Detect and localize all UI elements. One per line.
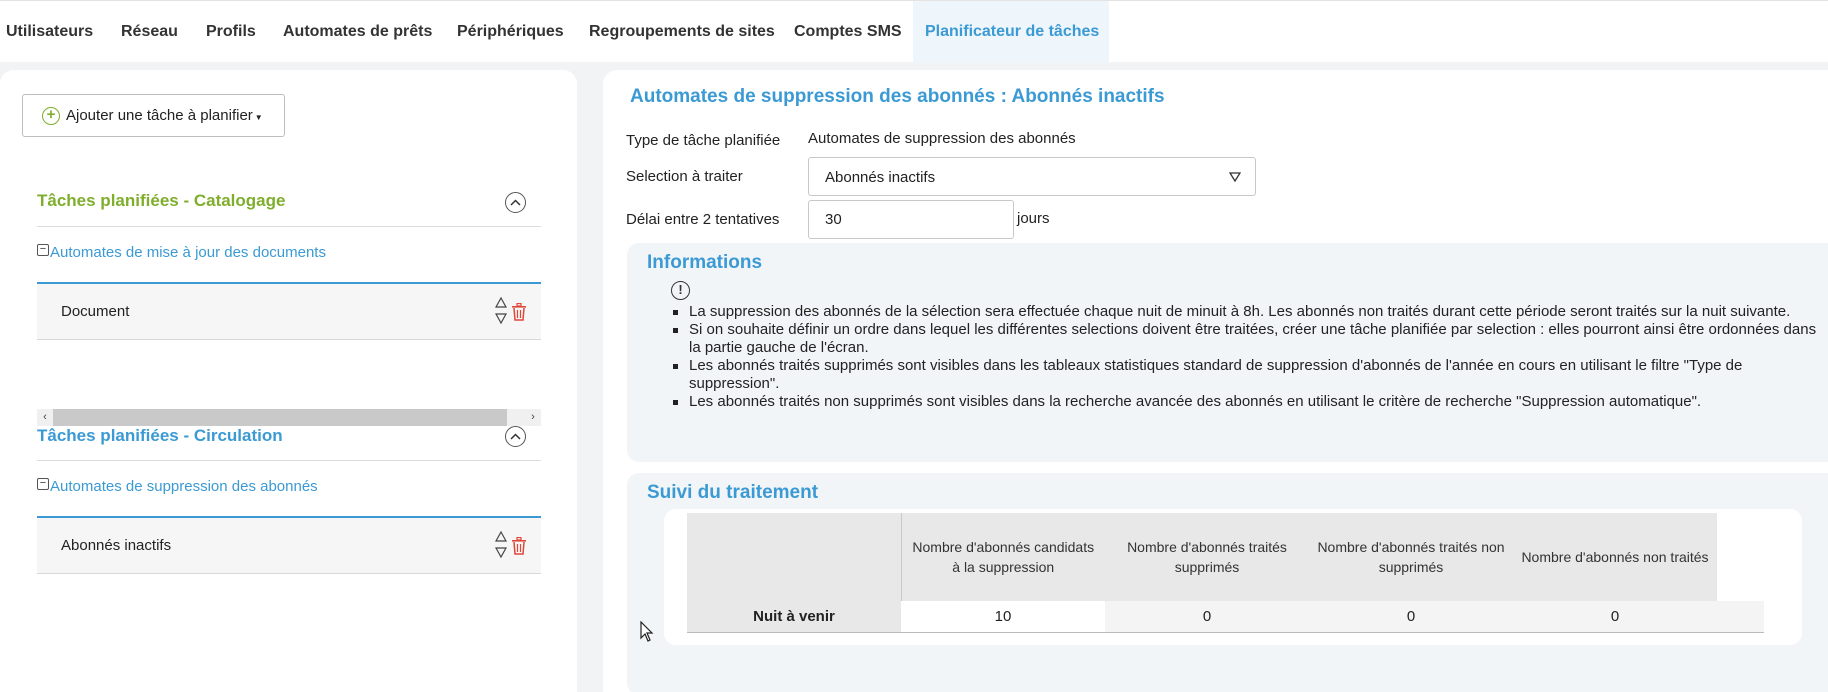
task-item-label: Document <box>61 303 130 320</box>
page-title: Automates de suppression des abonnés : Abonnés inactifs <box>630 86 1165 107</box>
subgroup-label: Automates de mise à jour des documents <box>50 244 326 261</box>
chevron-up-icon <box>510 433 521 440</box>
caret-down-icon: ▼ <box>254 112 263 122</box>
table-cell: 0 <box>1309 601 1513 632</box>
add-task-label: Ajouter une tâche à planifier <box>66 107 253 124</box>
table-cell: 10 <box>901 601 1105 632</box>
informations-title: Informations <box>647 252 763 273</box>
horizontal-scrollbar[interactable] <box>37 409 541 426</box>
task-item-label: Abonnés inactifs <box>61 537 172 554</box>
table-cell: 0 <box>1513 601 1717 632</box>
group-title-catalogage: Tâches planifiées - Catalogage <box>37 191 286 210</box>
info-item: Les abonnés traités non supprimés sont visibles dans la recherche avancée des abonnés en utilisant le critère de recherche "Suppression automatique". <box>671 393 1821 411</box>
task-detail-panel <box>603 70 1828 692</box>
tab-comptes-sms[interactable]: Comptes SMS <box>794 23 902 40</box>
delay-input[interactable] <box>808 200 1014 239</box>
row-label: Nuit à venir <box>687 601 901 632</box>
mouse-cursor-icon <box>640 621 654 643</box>
info-item: Les abonnés traités supprimés sont visibles dans les tableaux statistiques standard de suppression d'abonnés de l'année en cours en utilisant le filtre "Type de suppression". <box>671 357 1821 393</box>
collapse-circulation-button[interactable] <box>505 426 526 447</box>
table-header: Nombre d'abonnés traités supprimés <box>1105 513 1309 601</box>
task-item-abonnes-inactifs[interactable] <box>37 518 541 574</box>
table-header: Nombre d'abonnés non traités <box>1513 513 1717 601</box>
tracking-title: Suivi du traitement <box>647 482 819 503</box>
group-title-circulation: Tâches planifiées - Circulation <box>37 426 283 445</box>
trash-icon[interactable] <box>511 537 527 555</box>
scroll-left-icon[interactable]: ‹ <box>43 411 47 423</box>
tab-profils[interactable]: Profils <box>206 23 256 40</box>
add-task-button[interactable] <box>22 94 285 137</box>
tab-automates-de-prets[interactable]: Automates de prêts <box>283 23 433 40</box>
trash-icon[interactable] <box>511 303 527 321</box>
collapse-minus-icon[interactable]: − <box>37 244 49 256</box>
type-label: Type de tâche planifiée <box>626 132 781 149</box>
tab-planificateur-de-taches[interactable]: Planificateur de tâches <box>913 1 1109 63</box>
table-header-spacer <box>1717 513 1764 601</box>
task-item-document[interactable] <box>37 284 541 340</box>
tab-utilisateurs[interactable]: Utilisateurs <box>6 23 94 40</box>
scrollbar-thumb[interactable] <box>53 409 507 426</box>
selection-label: Selection à traiter <box>626 168 743 185</box>
divider <box>37 460 541 461</box>
selection-select[interactable] <box>808 157 1256 196</box>
table-cell: 0 <box>1105 601 1309 632</box>
subgroup-mise-a-jour-documents[interactable] <box>37 244 326 261</box>
tracking-card <box>627 473 1828 692</box>
reorder-arrows-icon[interactable] <box>495 296 507 326</box>
delay-label: Délai entre 2 tentatives <box>626 211 780 228</box>
table-header: Nombre d'abonnés traités non supprimés <box>1309 513 1513 601</box>
chevron-up-icon <box>510 199 521 206</box>
collapse-minus-icon[interactable]: − <box>37 478 49 490</box>
tab-reseau[interactable]: Réseau <box>121 23 178 40</box>
selection-value: Abonnés inactifs <box>825 169 936 186</box>
subgroup-label: Automates de suppression des abonnés <box>50 478 318 495</box>
table-row <box>687 601 1764 632</box>
delay-unit: jours <box>1017 210 1050 227</box>
subgroup-suppression-abonnes[interactable] <box>37 478 318 495</box>
reorder-arrows-icon[interactable] <box>495 530 507 560</box>
tracking-table-container <box>664 509 1802 645</box>
table-corner <box>687 513 901 601</box>
tab-regroupements-de-sites[interactable]: Regroupements de sites <box>589 23 775 40</box>
table-cell-spacer <box>1717 601 1764 632</box>
info-item: La suppression des abonnés de la sélection sera effectuée chaque nuit de minuit à 8h. Les abonnés non traités durant cette période seront traités sur la nuit suivante. <box>671 303 1821 321</box>
dropdown-triangle-icon <box>1229 172 1241 182</box>
collapse-catalogage-button[interactable] <box>505 192 526 213</box>
informations-list <box>671 303 1821 411</box>
task-list-panel <box>0 70 577 692</box>
type-value: Automates de suppression des abonnés <box>808 130 1076 147</box>
scroll-right-icon[interactable]: › <box>531 411 535 423</box>
table-header: Nombre d'abonnés candidats à la suppression <box>901 513 1105 601</box>
informations-card <box>627 243 1828 462</box>
divider <box>37 226 541 227</box>
info-icon: ! <box>671 281 690 300</box>
tracking-table <box>687 513 1764 633</box>
tab-peripheriques[interactable]: Périphériques <box>457 23 564 40</box>
plus-circle-icon: + <box>42 107 60 125</box>
top-navigation <box>0 0 1828 62</box>
info-item: Si on souhaite définir un ordre dans lequel les différentes selections doivent être traitées, créer une tâche planifiée par selection : elles pourront ainsi être ordonnées dans la partie gauche de l'écran. <box>671 321 1821 357</box>
